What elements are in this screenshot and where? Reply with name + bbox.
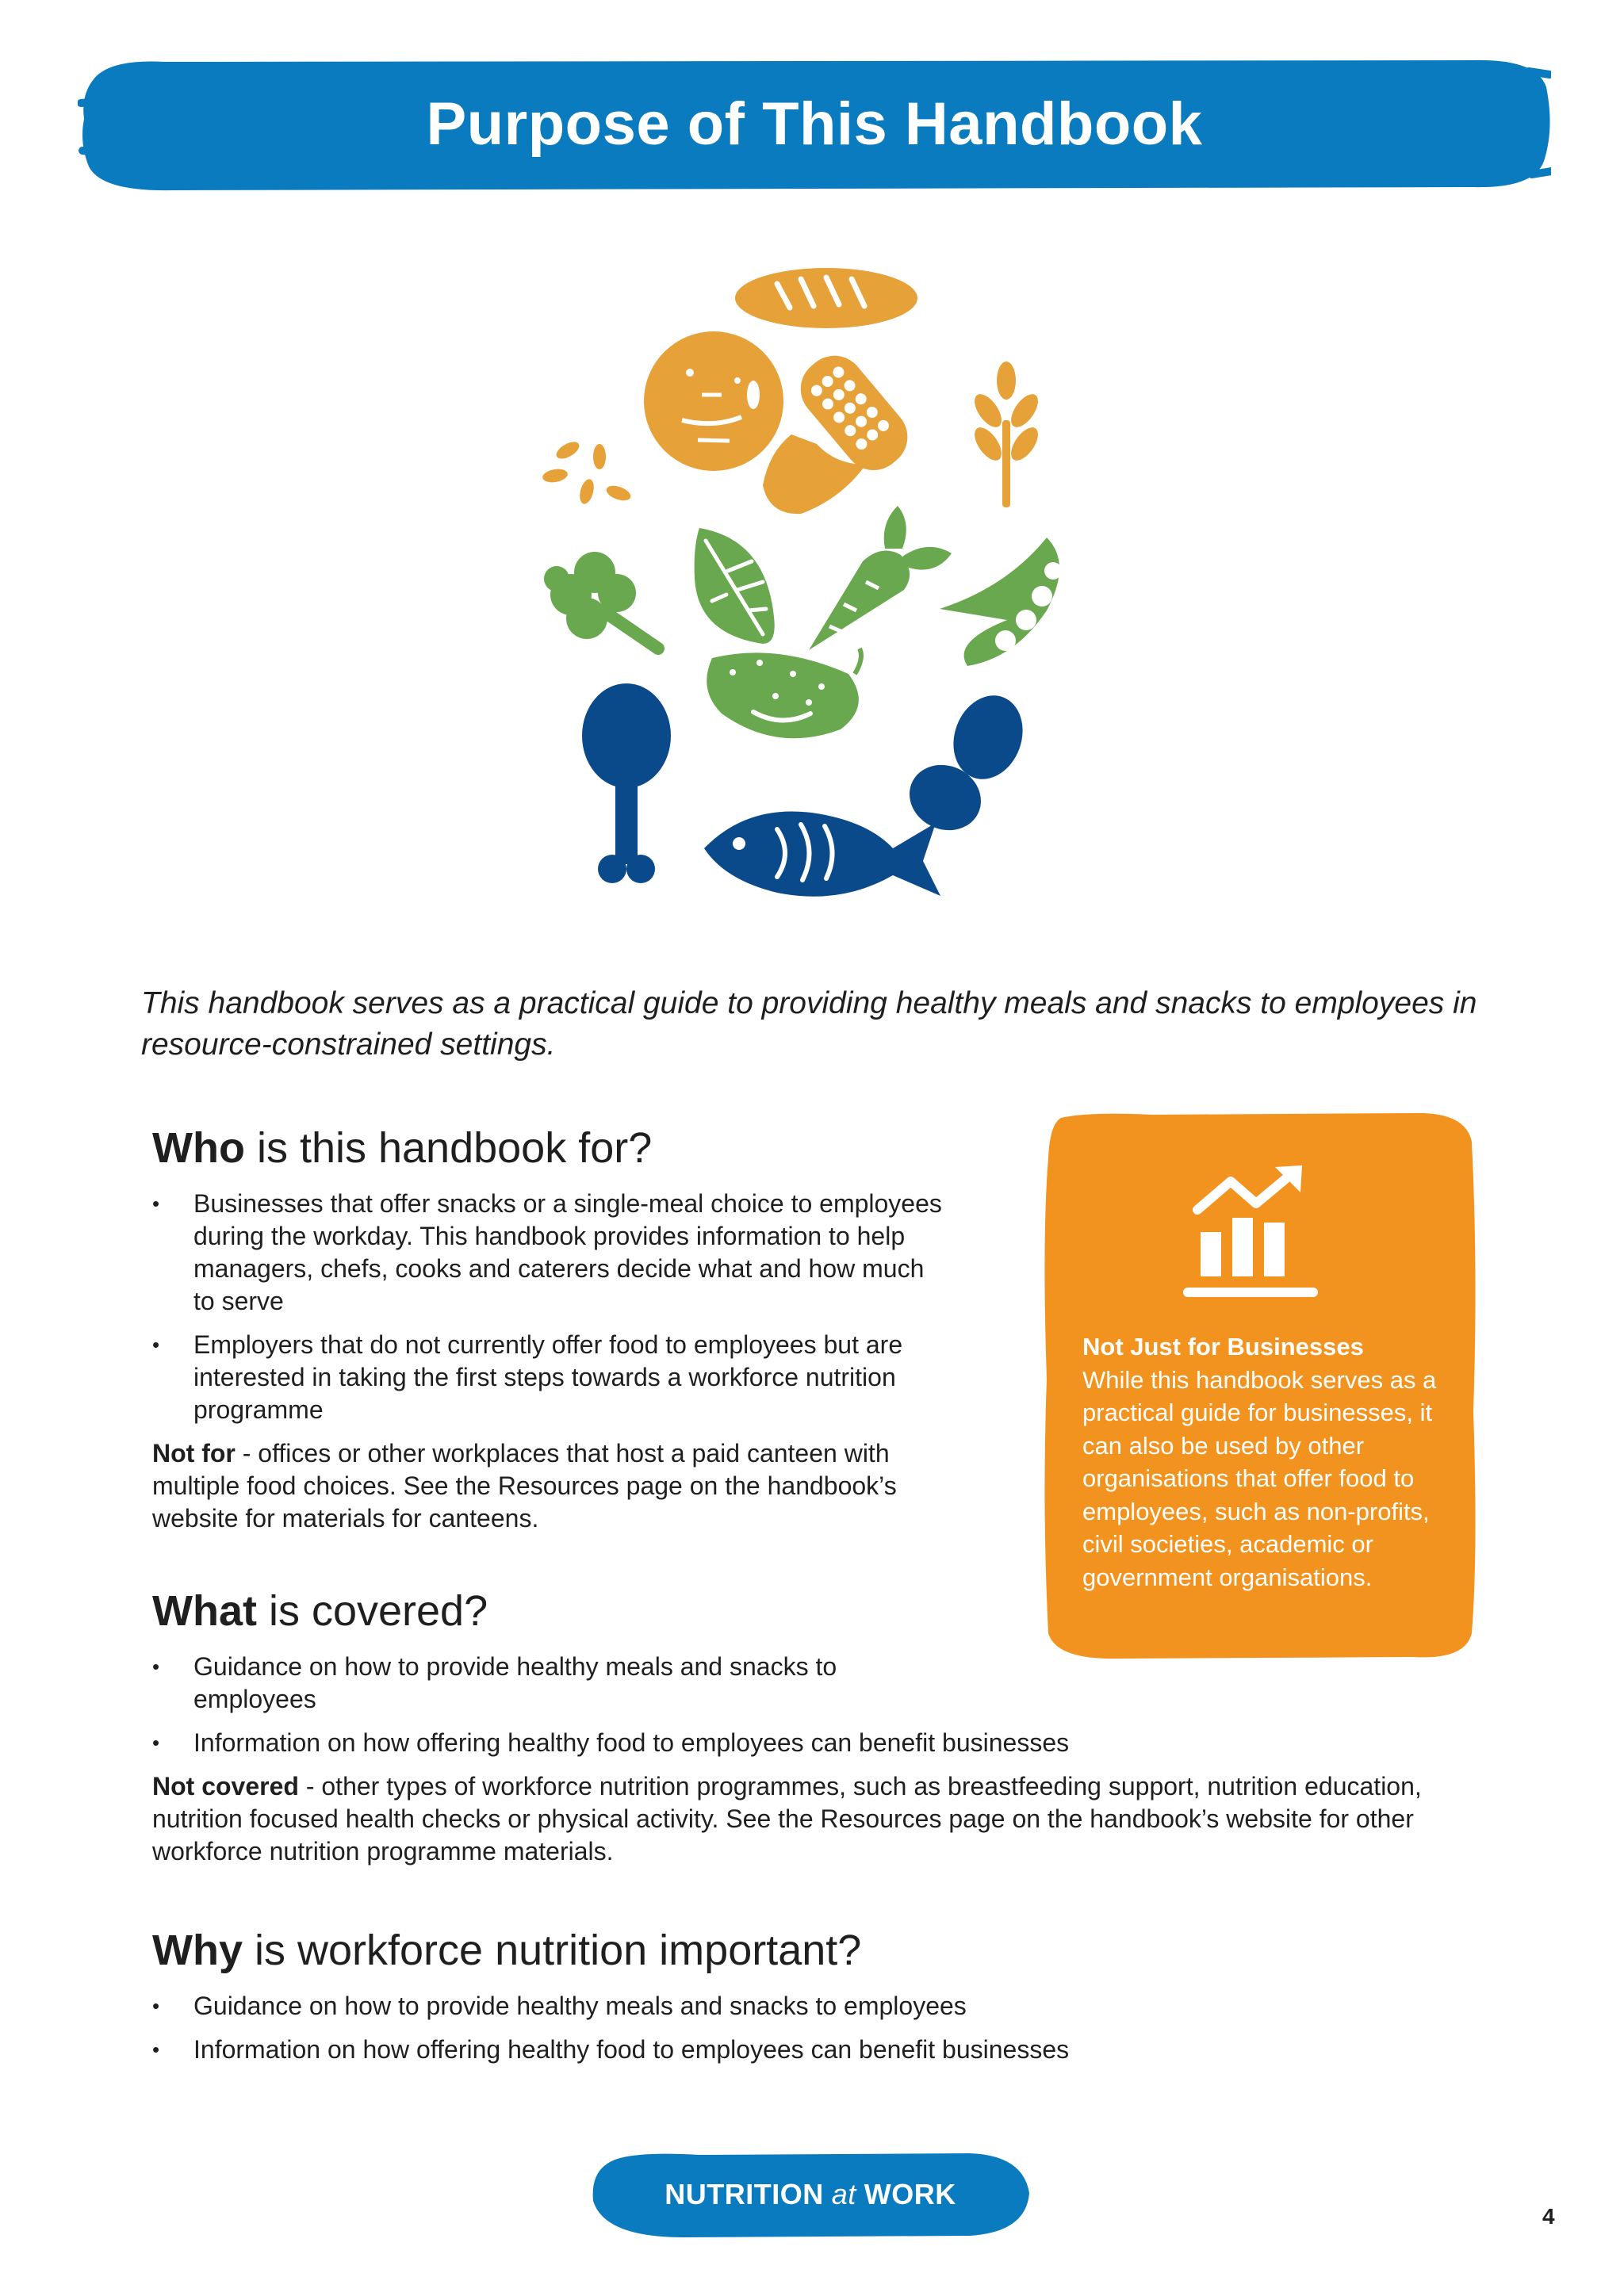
section-heading: Who is this handbook for? <box>152 1124 653 1172</box>
list-item: • Businesses that offer snacks or a single-meal choice to employees during the workday. This handbook provides information to help managers, chefs, cooks and caterers decide what and how much to serve <box>152 1188 945 1318</box>
list-item: • Guidance on how to provide healthy meals and snacks to employees <box>152 1651 939 1716</box>
food-groups-illustration <box>539 262 1078 912</box>
fish-icon <box>704 811 940 896</box>
cucumber-icon <box>707 649 861 738</box>
brand-logo-text: NUTRITION at WORK <box>665 2178 956 2210</box>
not-covered-note: Not covered - other types of workforce nutrition programmes, such as breastfeeding support, nutrition education, nutrition focused health checks or physical activity. See the Resources page on the handbook’s website for other workforce nutrition programme materials. <box>152 1772 1422 1866</box>
callout-box <box>1040 1110 1477 1661</box>
list-item: • Employers that do not currently offer food to employees but are interested in taking the first steps towards a workforce nutrition programme <box>152 1329 945 1426</box>
callout-text <box>1082 1330 1455 1594</box>
bullet-list <box>152 1188 945 1426</box>
leaf-icon <box>695 528 775 644</box>
section-heading: Why is workforce nutrition important? <box>152 1927 862 1974</box>
corn-icon <box>763 343 920 514</box>
not-for-note: Not for - offices or other workplaces that host a paid canteen with multiple food choices. See the Resources page on the handbook’s website for materials for canteens. <box>152 1439 897 1533</box>
callout-title: Not Just for Businesses <box>1082 1333 1364 1360</box>
bullet-list <box>152 1990 1469 2066</box>
section-why <box>152 1925 1469 2077</box>
bullet-list <box>152 1651 1469 1759</box>
page-title: Purpose of This Handbook <box>426 90 1203 158</box>
bread-icon <box>735 268 917 328</box>
section-who <box>152 1123 945 1535</box>
callout-body: While this handbook serves as a practical guide for businesses, it can also be used by other organisations that offer food to employees, such as non-profits, civil societies, academic or government organisations. <box>1082 1365 1437 1591</box>
list-item: • Information on how offering healthy food to employees can benefit businesses <box>152 2034 1469 2066</box>
peapod-icon <box>940 538 1062 666</box>
page-number: 4 <box>1542 2204 1555 2229</box>
lettuce-icon <box>544 552 658 649</box>
wheat-icon <box>969 362 1043 507</box>
egg-icon <box>898 686 1034 842</box>
bar-chart-trend-icon <box>1183 1162 1326 1305</box>
flatbread-icon <box>644 331 783 471</box>
carrot-icon <box>809 506 952 650</box>
header-banner <box>78 55 1551 192</box>
drumstick-icon <box>582 683 671 883</box>
seeds-icon <box>542 438 633 505</box>
intro-paragraph: This handbook serves as a practical guide to providing healthy meals and snacks to employees in resource-constrained settings. <box>141 986 1477 1062</box>
footer-brand <box>588 2150 1032 2239</box>
list-item: • Information on how offering healthy food to employees can benefit businesses <box>152 1727 1469 1759</box>
section-heading: What is covered? <box>152 1587 488 1635</box>
list-item: • Guidance on how to provide healthy meals and snacks to employees <box>152 1990 1469 2022</box>
